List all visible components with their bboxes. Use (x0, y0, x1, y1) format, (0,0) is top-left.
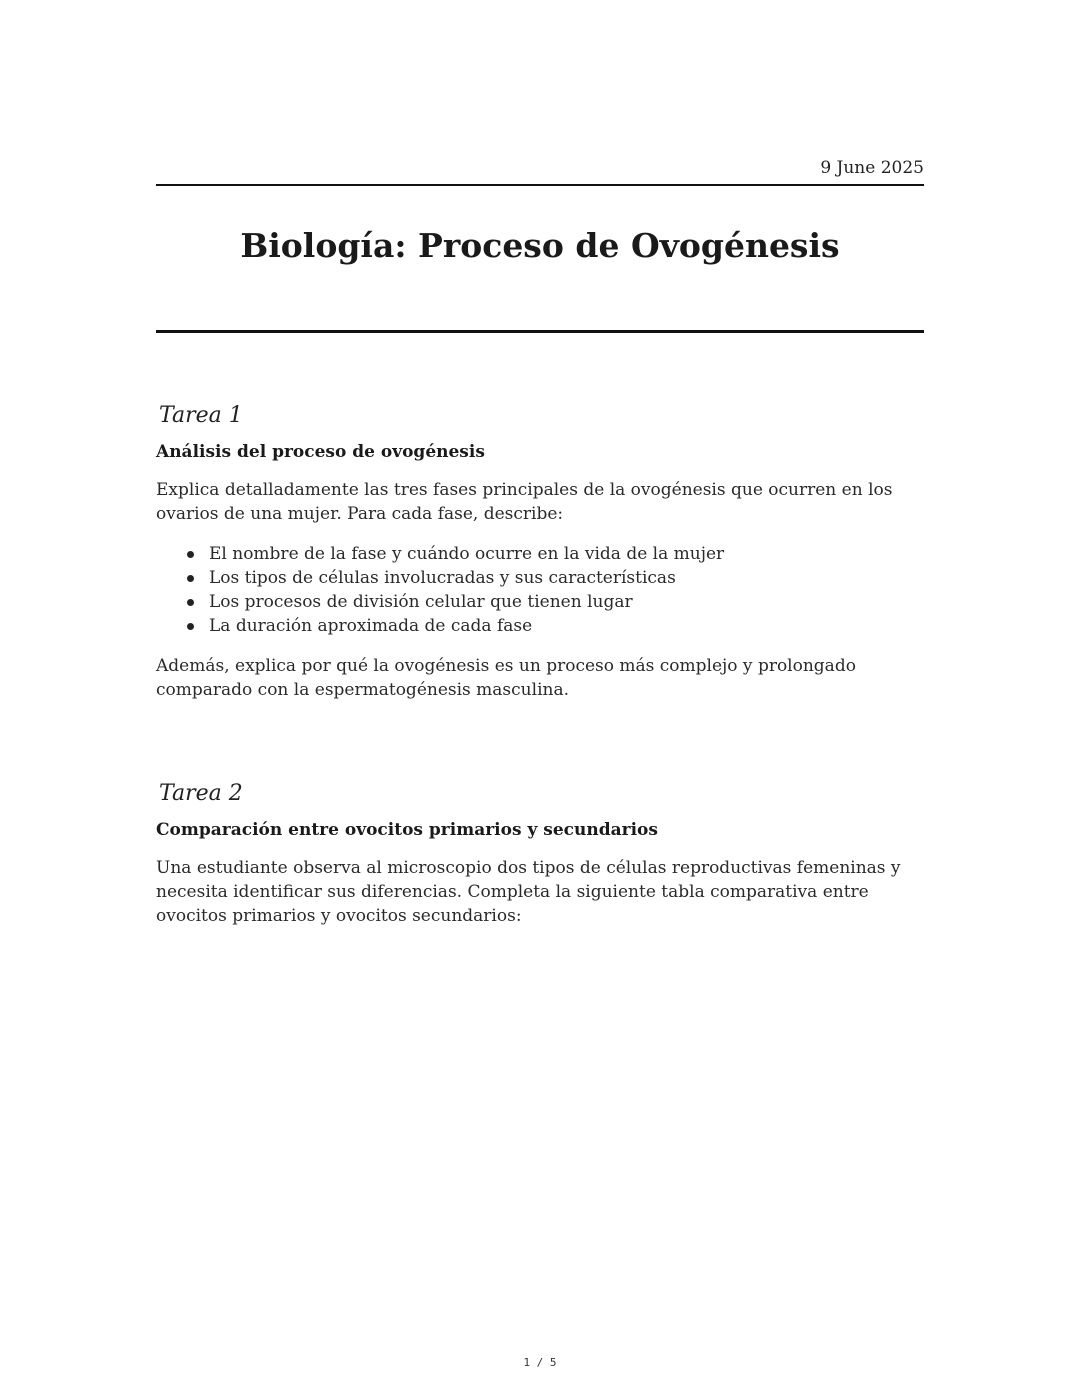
list-item-text: Los tipos de células involucradas y sus características (209, 568, 676, 588)
list-item (156, 566, 924, 590)
task-1-section (156, 403, 924, 702)
bullet-icon (187, 599, 194, 606)
task-1-subheading: Análisis del proceso de ovogénesis (156, 442, 485, 462)
document-date: 9 June 2025 (820, 158, 924, 178)
bullet-icon (187, 623, 194, 630)
list-item (156, 614, 924, 638)
task-1-bullet-list (156, 542, 924, 638)
task-2-intro: Una estudiante observa al microscopio dos tipos de células reproductivas femeninas y necesita identificar sus diferencias. Completa la siguiente tabla comparativa entre ovocitos primarios y ovocitos secundarios: (156, 858, 901, 926)
page-number: 1 / 5 (523, 1356, 557, 1369)
task-1-heading: Tarea 1 (159, 403, 243, 428)
header-divider (156, 184, 924, 186)
task-2-heading: Tarea 2 (159, 781, 243, 806)
list-item-text: Los procesos de división celular que tienen lugar (209, 592, 633, 612)
task-1-intro: Explica detalladamente las tres fases principales de la ovogénesis que ocurren en los ovarios de una mujer. Para cada fase, describe: (156, 480, 893, 524)
task-1-closing: Además, explica por qué la ovogénesis es un proceso más complejo y prolongado comparado con la espermatogénesis masculina. (156, 656, 856, 700)
page-title: Biología: Proceso de Ovogénesis (240, 226, 840, 265)
list-item-text: El nombre de la fase y cuándo ocurre en la vida de la mujer (209, 544, 725, 564)
list-item (156, 542, 924, 566)
list-item (156, 590, 924, 614)
title-divider (156, 330, 924, 333)
task-2-subheading: Comparación entre ovocitos primarios y secundarios (156, 820, 658, 840)
list-item-text: La duración aproximada de cada fase (209, 616, 533, 636)
bullet-icon (187, 551, 194, 558)
task-2-section (156, 781, 924, 928)
bullet-icon (187, 575, 194, 582)
